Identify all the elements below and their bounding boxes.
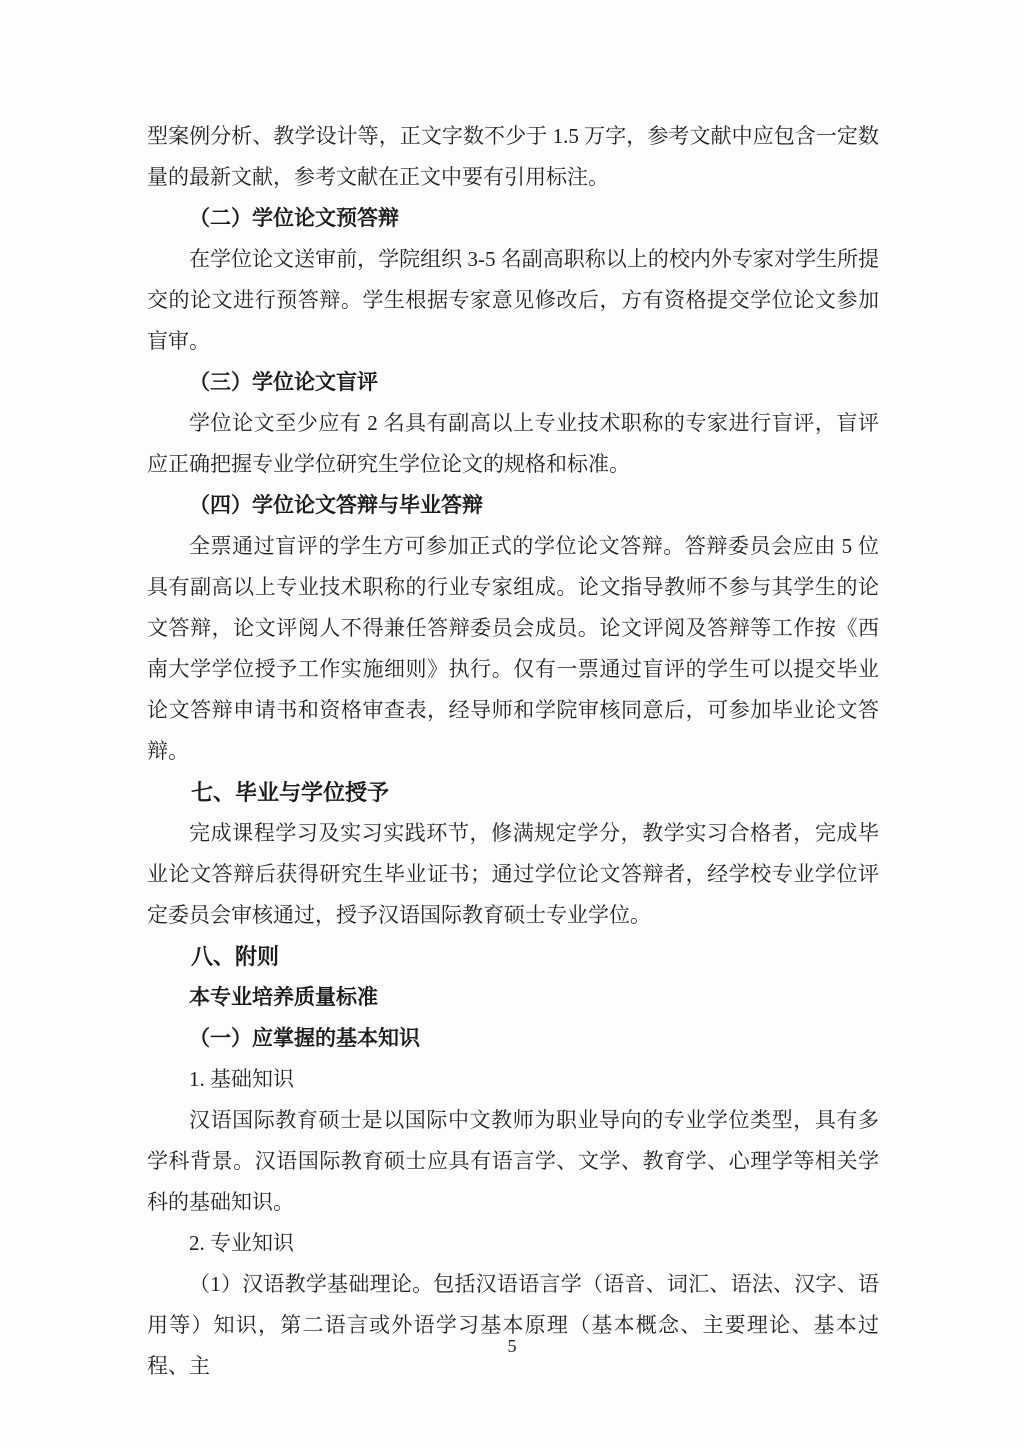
section-heading: 八、附则 (191, 944, 280, 969)
page-number: 5 (507, 1336, 517, 1356)
section-heading: （二）学位论文预答辩 (189, 207, 399, 230)
section-heading: 本专业培养质量标准 (189, 986, 378, 1009)
paragraph: 1. 基础知识 (189, 1067, 294, 1091)
section-heading: （四）学位论文答辩与毕业答辩 (189, 494, 483, 517)
paragraph: 型案例分析、教学设计等，正文字数不少于 1.5 万字，参考文献中应包含一定数量的最新文献，参考文献在正文中要有引用标注。 (147, 124, 879, 189)
paragraph: 在学位论文送审前，学院组织 3-5 名副高职称以上的校内外专家对学生所提交的论文进行预答辩。学生根据专家意见修改后，方有资格提交学位论文参加盲审。 (147, 247, 879, 353)
paragraph: 汉语国际教育硕士是以国际中文教师为职业导向的专业学位类型，具有多学科背景。汉语国际教育硕士应具有语言学、文学、教育学、心理学等相关学科的基础知识。 (147, 1108, 879, 1214)
paragraph: 全票通过盲评的学生方可参加正式的学位论文答辩。答辩委员会应由 5 位具有副高以上专业技术职称的行业专家组成。论文指导教师不参与其学生的论文答辩，论文评阅人不得兼任答辩委员会成员。论文评阅及答辩等工作按《西南大学学位授予工作实施细则》执行。仅有一票通过盲评的学生可以提交毕业论文答辩申请书和资格审查表，经导师和学院审核同意后，可参加毕业论文答辩。 (147, 534, 879, 763)
paragraph: 2. 专业知识 (189, 1231, 294, 1255)
section-heading: 七、毕业与学位授予 (191, 780, 390, 805)
section-heading: （一）应掌握的基本知识 (189, 1027, 420, 1050)
paragraph: 完成课程学习及实习实践环节，修满规定学分，教学实习合格者，完成毕业论文答辩后获得研究生毕业证书；通过学位论文答辩者，经学校专业学位评定委员会审核通过，授予汉语国际教育硕士专业学位。 (147, 821, 879, 927)
paragraph: （1）汉语教学基础理论。包括汉语语言学（语音、词汇、语法、汉字、语用等）知识，第二语言或外语学习基本原理（基本概念、主要理论、基本过程、主 (147, 1272, 879, 1378)
page-footer (0, 1336, 1024, 1357)
document-body (147, 116, 879, 1387)
section-heading: （三）学位论文盲评 (189, 371, 378, 394)
paragraph: 学位论文至少应有 2 名具有副高以上专业技术职称的专家进行盲评，盲评应正确把握专业学位研究生学位论文的规格和标准。 (147, 411, 879, 476)
